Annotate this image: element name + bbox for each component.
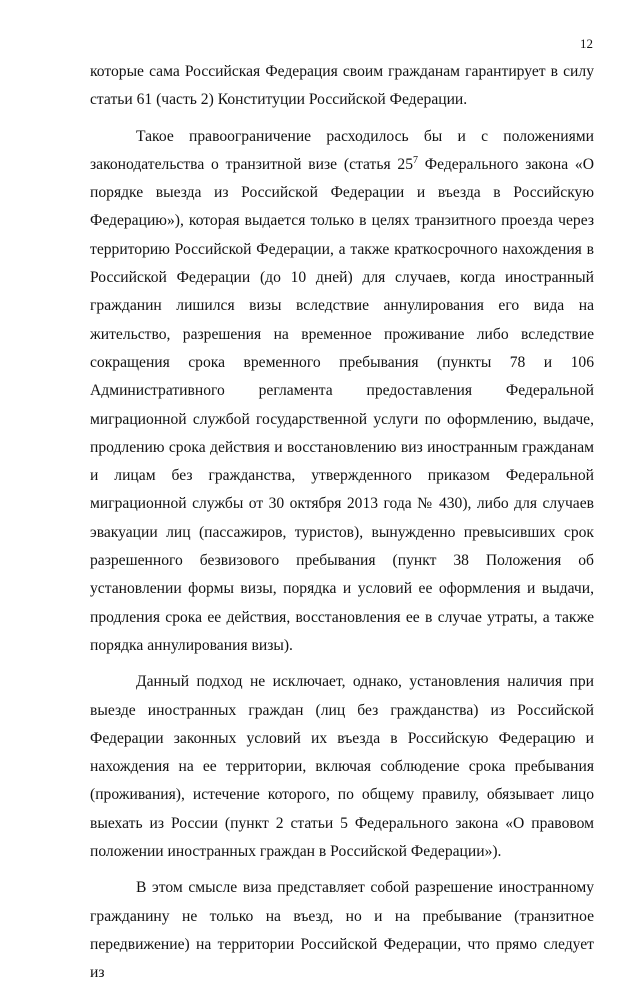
paragraph-text: Федерального закона «О порядке выезда из Российской Федерации и въезда в Российскую Федерацию»), которая выдается только в целях транзитного проезда через территорию Российской Федерации, а также краткосрочного нахождения в Российской Федерации (до 10 дней) для случаев, когда иностранный гражданин лишился визы вследствие аннулирования его вида на жительство, разрешения на временное проживание либо вследствие сокращения срока временного пребывания (пункты 78 и 106 Административного регламента предоставления Федеральной миграционной службой государственной услуги по оформлению, выдаче, продлению срока действия и восстановлению виз иностранным гражданам и лицам без гражданства, утвержденного приказом Федеральной миграционной службы от 30 октября 2013 года № 430), либо для случаев эвакуации лиц (пассажиров, туристов), вынужденно превысивших срок разрешенного безвизового пребывания (пункт 38 Положения об установлении формы визы, порядка и условий ее оформления и выдачи, продления срока ее действия, восстановления ее в случае утраты, а также порядка аннулирования визы). — [90, 155, 594, 654]
superscript-article-number: 7 — [413, 154, 419, 166]
document-body — [90, 58, 594, 988]
page-number: 12 — [580, 36, 593, 51]
paragraph-text: Такое правоограничение расходилось бы и с положениями законодательства о транзитной визе (статья 25 — [90, 127, 594, 173]
paragraph-visa-meaning: В этом смысле виза представляет собой разрешение иностранному гражданину не только на въезд, но и на пребывание (транзитное передвижение) на территории Российской Федерации, что прямо следует из — [90, 879, 594, 982]
paragraph-transit-visa — [90, 123, 594, 661]
paragraph-continuation: которые сама Российская Федерация своим гражданам гарантирует в силу статьи 61 (часть 2) Конституции Российской Федерации. — [90, 63, 594, 109]
paragraph-approach: Данный подход не исключает, однако, установления наличия при выезде иностранных граждан (лиц без гражданства) из Российской Федерации законных условий их въезда в Российскую Федерацию и нахождения на ее территории, включая соблюдение срока пребывания (проживания), истечение которого, по общему правилу, обязывает лицо выехать из России (пункт 2 статьи 5 Федерального закона «О правовом положении иностранных граждан в Российской Федерации»). — [90, 673, 594, 861]
